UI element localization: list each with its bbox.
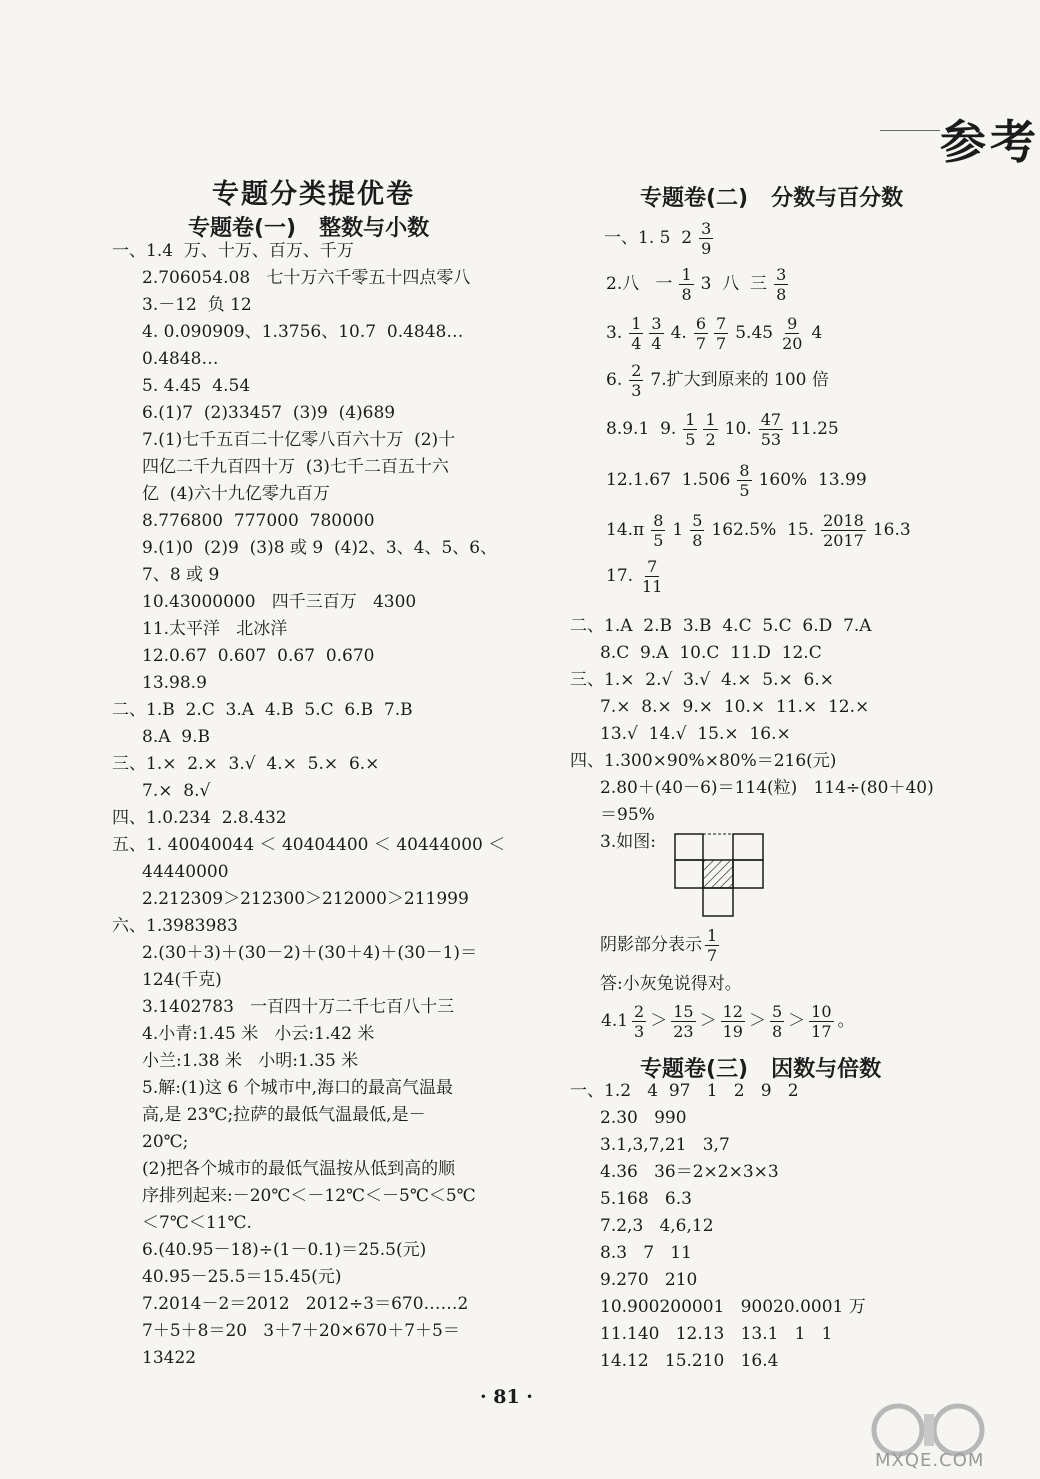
- section1-line: 124(千克): [142, 970, 222, 990]
- section1-line: 2.706054.08 七十万六千零五十四点零八: [142, 268, 471, 288]
- compare-symbol: 。: [837, 1011, 855, 1031]
- fraction: [714, 314, 728, 353]
- fraction-numerator: 1: [631, 313, 642, 333]
- section1-line: 12.0.67 0.607 0.67 0.670: [142, 646, 375, 666]
- section1-line: (2)把各个城市的最低气温按从低到高的顺: [142, 1159, 456, 1179]
- page-number: · 81 ·: [480, 1386, 533, 1408]
- fraction: [671, 1002, 695, 1041]
- section3-line: 7.2,3 4,6,12: [600, 1216, 714, 1236]
- fraction-numerator: 1: [681, 264, 692, 284]
- section3-line: 5.168 6.3: [600, 1189, 692, 1209]
- shade-text: 阴影部分表示: [600, 935, 702, 955]
- fraction-denominator: 53: [760, 429, 782, 449]
- section1-line: 8.A 9.B: [142, 727, 211, 747]
- shade-fraction-numerator: 1: [707, 926, 718, 945]
- fraction-denominator: 8: [681, 284, 692, 304]
- fraction: [780, 314, 804, 353]
- section2-fraction-line: [600, 505, 1000, 555]
- fraction-numerator: 10: [811, 1002, 832, 1021]
- fraction: [651, 511, 665, 550]
- fraction: [690, 511, 704, 550]
- answer-text: 一、1. 5 2: [604, 227, 693, 248]
- section2-fraction-answers: [600, 216, 1000, 597]
- section1-line: 10.43000000 四千三百万 4300: [142, 592, 417, 612]
- fraction-denominator: 20: [782, 333, 803, 353]
- shade-fraction-denominator: 7: [707, 946, 718, 965]
- section3-line: 一、1.2 4 97 1 2 9 2: [570, 1081, 799, 1101]
- fraction: [629, 314, 643, 353]
- section1-line: 7＋5＋8＝20 3＋7＋20×670＋7＋5＝: [142, 1321, 460, 1341]
- fraction-denominator: 19: [722, 1022, 743, 1041]
- section2-fraction-line: [600, 308, 1000, 358]
- fraction-denominator: 5: [739, 480, 750, 500]
- fraction-numerator: 5: [692, 510, 703, 530]
- section1-line: 四、1.0.234 2.8.432: [112, 808, 287, 828]
- shade-fraction: [705, 926, 719, 965]
- fraction: [649, 314, 663, 353]
- section1-line: 7.2014－2＝2012 2012÷3＝670……2: [142, 1294, 469, 1314]
- fraction-numerator: 1: [685, 409, 696, 429]
- fraction-numerator: 9: [787, 313, 798, 333]
- fraction-denominator: 8: [776, 284, 787, 304]
- fraction-denominator: 3: [631, 381, 642, 400]
- fraction-numerator: 5: [771, 1002, 783, 1021]
- fraction: [699, 219, 713, 258]
- answer-text: 16.3: [872, 519, 911, 540]
- section2-line: ＝95%: [600, 805, 655, 825]
- section1-line: 五、1. 40040044 ＜ 40404400 ＜ 40444000 ＜: [112, 835, 506, 855]
- section1-line: 40.95－25.5＝15.45(元): [142, 1267, 342, 1287]
- section1-line: 4. 0.090909、1.3756、10.7 0.4848…: [142, 322, 464, 342]
- answer-text: 4.: [670, 322, 687, 343]
- fraction-numerator: 7: [647, 556, 658, 576]
- section1-line: ＜7℃＜11℃.: [142, 1213, 252, 1233]
- section2-line: 二、1.A 2.B 3.B 4.C 5.C 6.D 7.A: [570, 616, 872, 636]
- answer-text: 12.1.67 1.506: [606, 469, 731, 490]
- answer-text: 答:小灰兔说得对。: [600, 974, 742, 994]
- fraction: [683, 410, 697, 449]
- compare-symbol: ＞: [650, 1011, 668, 1031]
- section2-line: 三、1.× 2.√ 3.√ 4.× 5.× 6.×: [570, 670, 834, 690]
- fraction-numerator: 8: [739, 460, 750, 480]
- section1-line: 六、1.3983983: [112, 916, 238, 936]
- fraction-denominator: 5: [685, 429, 696, 449]
- section3-line: 2.30 990: [600, 1108, 687, 1128]
- shade-line: [600, 926, 722, 965]
- fraction-numerator: 47: [760, 409, 782, 429]
- watermark-text: MXQE.COM: [875, 1450, 985, 1471]
- section2-fraction-line: [600, 403, 1000, 455]
- compare-expression: [600, 1002, 856, 1041]
- section1-line: 13422: [142, 1348, 197, 1368]
- section1-line: 20℃;: [142, 1132, 189, 1152]
- section1-line: 三、1.× 2.× 3.√ 4.× 5.× 6.×: [112, 754, 380, 774]
- fraction-numerator: 15: [673, 1002, 694, 1021]
- fraction: [770, 1002, 784, 1041]
- main-title: 专题分类提优卷: [212, 179, 415, 210]
- answer-text: 2.八 一: [606, 273, 673, 294]
- fraction-denominator: 7: [716, 333, 727, 353]
- fraction-numerator: 1: [705, 409, 716, 429]
- answer-text: 5.45: [735, 322, 774, 343]
- header-rule: [880, 130, 940, 131]
- fraction-numerator: 2: [634, 1002, 645, 1021]
- section1-line: 亿 (4)六十九亿零九百万: [142, 484, 330, 504]
- section2-line: 8.C 9.A 10.C 11.D 12.C: [600, 643, 822, 663]
- section1-line: 13.98.9: [142, 673, 207, 693]
- section1-line: 11.太平洋 北冰洋: [142, 619, 288, 639]
- section3-line: 4.36 36＝2×2×3×3: [600, 1162, 779, 1182]
- answer-text: 11.25: [790, 418, 839, 439]
- fraction-denominator: 2: [705, 429, 716, 449]
- compare-symbol: ＞: [748, 1011, 766, 1031]
- fraction: [809, 1002, 833, 1041]
- section2-fraction-line: [600, 555, 1000, 597]
- compare-symbol: ＞: [788, 1011, 806, 1031]
- section1-line: 7.× 8.√: [142, 781, 211, 801]
- fraction-denominator: 2017: [823, 530, 864, 550]
- section2-title: 专题卷(二) 分数与百分数: [640, 186, 904, 211]
- fraction: [694, 314, 708, 353]
- section3-title: 专题卷(三) 因数与倍数: [640, 1057, 882, 1082]
- net-figure: [667, 830, 787, 920]
- section2-line: 四、1.300×90%×80%＝216(元): [570, 751, 837, 771]
- fraction-numerator: 6: [695, 313, 707, 333]
- fraction-numerator: 7: [716, 313, 727, 333]
- section1-title: 专题卷(一) 整数与小数: [188, 216, 430, 241]
- section1-line: 6.(1)7 (2)33457 (3)9 (4)689: [142, 403, 396, 423]
- fraction-denominator: 11: [642, 576, 663, 596]
- fraction-denominator: 23: [673, 1022, 694, 1041]
- fraction-denominator: 9: [701, 238, 712, 258]
- answer-text: 14.π: [606, 519, 645, 540]
- answer-text: 8.9.1 9.: [606, 418, 677, 439]
- fraction: [774, 265, 788, 304]
- section2-fraction-line: [600, 260, 1000, 308]
- section2-line: 13.√ 14.√ 15.× 16.×: [600, 724, 791, 744]
- header-word: 参考: [940, 115, 1040, 169]
- fraction-denominator: 3: [634, 1022, 645, 1041]
- answer-text: 3 八 三: [700, 273, 768, 294]
- fraction-numerator: 2: [631, 361, 642, 380]
- answer-text: 160% 13.99: [758, 469, 867, 490]
- fraction-numerator: 3: [651, 313, 662, 333]
- fraction-numerator: 8: [653, 510, 664, 530]
- section1-line: 四亿二千九百四十万 (3)七千二百五十六: [142, 457, 449, 477]
- section1-line: 9.(1)0 (2)9 (3)8 或 9 (4)2、3、4、5、6、: [142, 538, 498, 558]
- fraction: [821, 511, 866, 550]
- section1-line: 3.－12 负 12: [142, 295, 252, 315]
- fraction-denominator: 7: [695, 333, 707, 353]
- compare-symbol: 4.1: [601, 1011, 629, 1031]
- fraction-numerator: 12: [722, 1002, 743, 1021]
- section3-line: 8.3 7 11: [600, 1243, 692, 1263]
- section2-fraction-line: [600, 455, 1000, 505]
- fraction-denominator: 8: [692, 530, 703, 550]
- fraction: [632, 1002, 646, 1041]
- answer-text: 3.: [606, 322, 623, 343]
- answer-text: 6.: [606, 370, 623, 390]
- compare-line: [600, 1002, 856, 1041]
- fraction: [737, 461, 751, 500]
- fraction-denominator: 5: [653, 530, 664, 550]
- section1-line: 44440000: [142, 862, 229, 882]
- fraction-numerator: 3: [776, 264, 787, 284]
- section3-line: 10.900200001 90020.0001 万: [600, 1297, 866, 1317]
- section3-line: 3.1,3,7,21 3,7: [600, 1135, 730, 1155]
- section1-line: 7.(1)七千五百二十亿零八百六十万 (2)十: [142, 430, 456, 450]
- section1-line: 3.1402783 一百四十万二千七百八十三: [142, 997, 455, 1017]
- section1-line: 一、1.4 万、十万、百万、千万: [112, 241, 354, 261]
- section1-line: 5.解:(1)这 6 个城市中,海口的最高气温最: [142, 1078, 454, 1098]
- answer-line: [600, 971, 742, 998]
- section1-line: 2.(30＋3)＋(30－2)＋(30＋4)＋(30－1)＝: [142, 943, 478, 963]
- section2-line: 3.如图:: [600, 832, 656, 852]
- section1-line: 高,是 23℃;拉萨的最低气温最低,是－: [142, 1105, 426, 1125]
- fraction-numerator: 2018: [823, 510, 864, 530]
- section2-line: 2.80＋(40－6)＝114(粒) 114÷(80＋40): [600, 778, 934, 798]
- section1-line: 5. 4.45 4.54: [142, 376, 251, 396]
- fraction-denominator: 4: [651, 333, 662, 353]
- compare-symbol: ＞: [699, 1011, 717, 1031]
- fraction-denominator: 4: [631, 333, 642, 353]
- answer-text: 7.扩大到原来的 100 倍: [650, 370, 829, 390]
- section3-line: 11.140 12.13 13.1 1 1: [600, 1324, 833, 1344]
- answer-text: 4: [811, 322, 823, 343]
- section1-line: 0.4848…: [142, 349, 219, 369]
- section1-line: 2.212309＞212300＞212000＞211999: [142, 889, 469, 909]
- fraction: [640, 557, 664, 596]
- answer-text: 10.: [724, 418, 752, 439]
- section3-answers: [570, 1078, 1000, 1375]
- answer-text: 162.5% 15.: [711, 519, 815, 540]
- section1-line: 二、1.B 2.C 3.A 4.B 5.C 6.B 7.B: [112, 700, 413, 720]
- answer-text: 17.: [606, 565, 634, 586]
- section1-line: 6.(40.95－18)÷(1－0.1)＝25.5(元): [142, 1240, 427, 1260]
- section1-line: 4.小青:1.45 米 小云:1.42 米: [142, 1024, 375, 1044]
- section2-fraction-line: [600, 358, 1000, 403]
- section1-line: 序排列起来:－20℃＜－12℃＜－5℃＜5℃: [142, 1186, 476, 1206]
- fraction: [721, 1002, 745, 1041]
- section2-answers: [570, 613, 1000, 856]
- fraction-denominator: 17: [811, 1022, 832, 1041]
- section3-line: 9.270 210: [600, 1270, 698, 1290]
- fraction-denominator: 8: [771, 1022, 783, 1041]
- section2-fraction-line: [600, 216, 1000, 260]
- section1-line: 小兰:1.38 米 小明:1.35 米: [142, 1051, 359, 1071]
- fraction-numerator: 3: [701, 218, 712, 238]
- section1-answers: [112, 238, 552, 1372]
- fraction: [629, 361, 643, 400]
- section2-line: 7.× 8.× 9.× 10.× 11.× 12.×: [600, 697, 870, 717]
- section1-line: 8.776800 777000 780000: [142, 511, 375, 531]
- section3-line: 14.12 15.210 16.4: [600, 1351, 779, 1371]
- fraction: [679, 265, 693, 304]
- fraction: [703, 410, 717, 449]
- section1-line: 7、8 或 9: [142, 565, 220, 585]
- fraction: [759, 410, 783, 449]
- answer-text: 1: [672, 519, 684, 540]
